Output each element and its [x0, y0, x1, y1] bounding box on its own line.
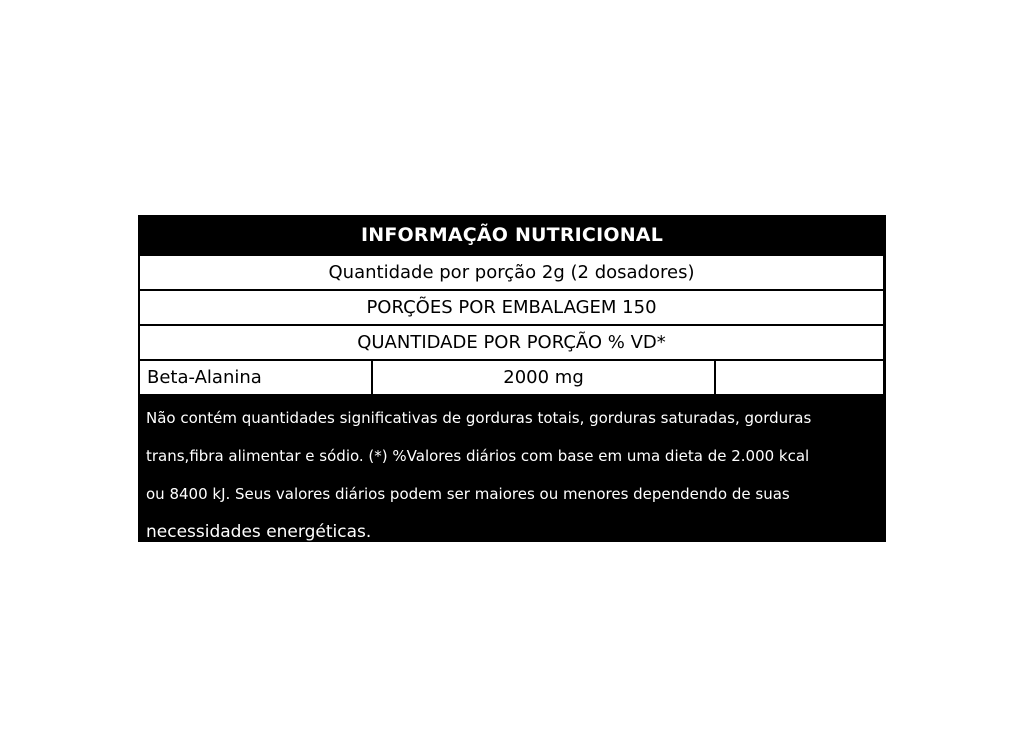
- servings-per-package-row: PORÇÕES POR EMBALAGEM 150: [140, 291, 883, 324]
- footnote: [146, 399, 881, 551]
- nutrient-name-cell: Beta-Alanina: [140, 361, 371, 394]
- nutrient-dv-cell: [716, 361, 883, 394]
- quantity-header-row: QUANTIDADE POR PORÇÃO % VD*: [140, 326, 883, 359]
- footnote-line: Não contém quantidades significativas de gorduras totais, gorduras saturadas, gorduras: [146, 409, 812, 427]
- serving-size-row: Quantidade por porção 2g (2 dosadores): [140, 256, 883, 289]
- footnote-line: necessidades energéticas.: [146, 522, 372, 542]
- table-title: INFORMAÇÃO NUTRICIONAL: [360, 224, 664, 246]
- nutrient-row: [140, 361, 883, 394]
- footnote-line: ou 8400 kJ. Seus valores diários podem ser maiores ou menores dependendo de suas: [146, 485, 790, 503]
- nutrition-facts-table: [138, 215, 886, 542]
- nutrient-amount-cell: 2000 mg: [373, 361, 714, 394]
- footnote-line: trans,fibra alimentar e sódio. (*) %Valores diários com base em uma dieta de 2.000 kcal: [146, 447, 810, 465]
